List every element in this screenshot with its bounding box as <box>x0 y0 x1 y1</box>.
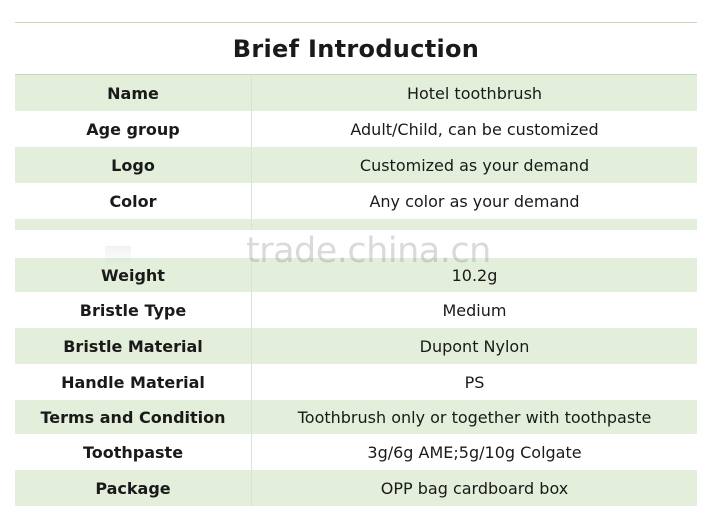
table-row <box>15 400 697 434</box>
row-label: Bristle Material <box>15 328 252 364</box>
row-label: Handle Material <box>15 364 252 400</box>
row-label: Toothpaste <box>15 434 252 470</box>
table-row <box>15 292 697 328</box>
row-label: Name <box>15 75 252 111</box>
row-label <box>15 219 252 230</box>
row-value: OPP bag cardboard box <box>380 478 569 498</box>
row-label: Color <box>15 183 252 219</box>
table-row <box>15 470 697 506</box>
row-value <box>252 219 697 230</box>
row-label: Weight <box>15 258 252 292</box>
table-row <box>15 75 697 111</box>
row-value: 10.2g <box>451 265 498 285</box>
table-row <box>15 328 697 364</box>
row-value: Hotel toothbrush <box>406 83 543 103</box>
table-row <box>15 147 697 183</box>
row-value: Medium <box>442 300 507 320</box>
row-label: Terms and Condition <box>15 400 252 434</box>
table-title: Brief Introduction <box>232 34 480 63</box>
row-value: Any color as your demand <box>369 191 580 211</box>
row-value: Dupont Nylon <box>419 336 530 356</box>
table-row <box>15 364 697 400</box>
table-row <box>15 434 697 470</box>
cropped-row <box>15 219 697 230</box>
row-value: Customized as your demand <box>359 155 590 175</box>
table-row <box>15 183 697 219</box>
image-shadow <box>105 246 131 266</box>
table-row <box>15 111 697 147</box>
row-value: PS <box>464 372 485 392</box>
row-value: 3g/6g AME;5g/10g Colgate <box>367 442 582 462</box>
row-label: Age group <box>15 111 252 147</box>
row-value: Toothbrush only or together with toothpaste <box>297 407 652 427</box>
watermark: trade.china.cn <box>246 231 491 271</box>
row-value: Adult/Child, can be customized <box>350 119 599 139</box>
row-label: Bristle Type <box>15 292 252 328</box>
row-label: Package <box>15 470 252 506</box>
row-label: Logo <box>15 147 252 183</box>
